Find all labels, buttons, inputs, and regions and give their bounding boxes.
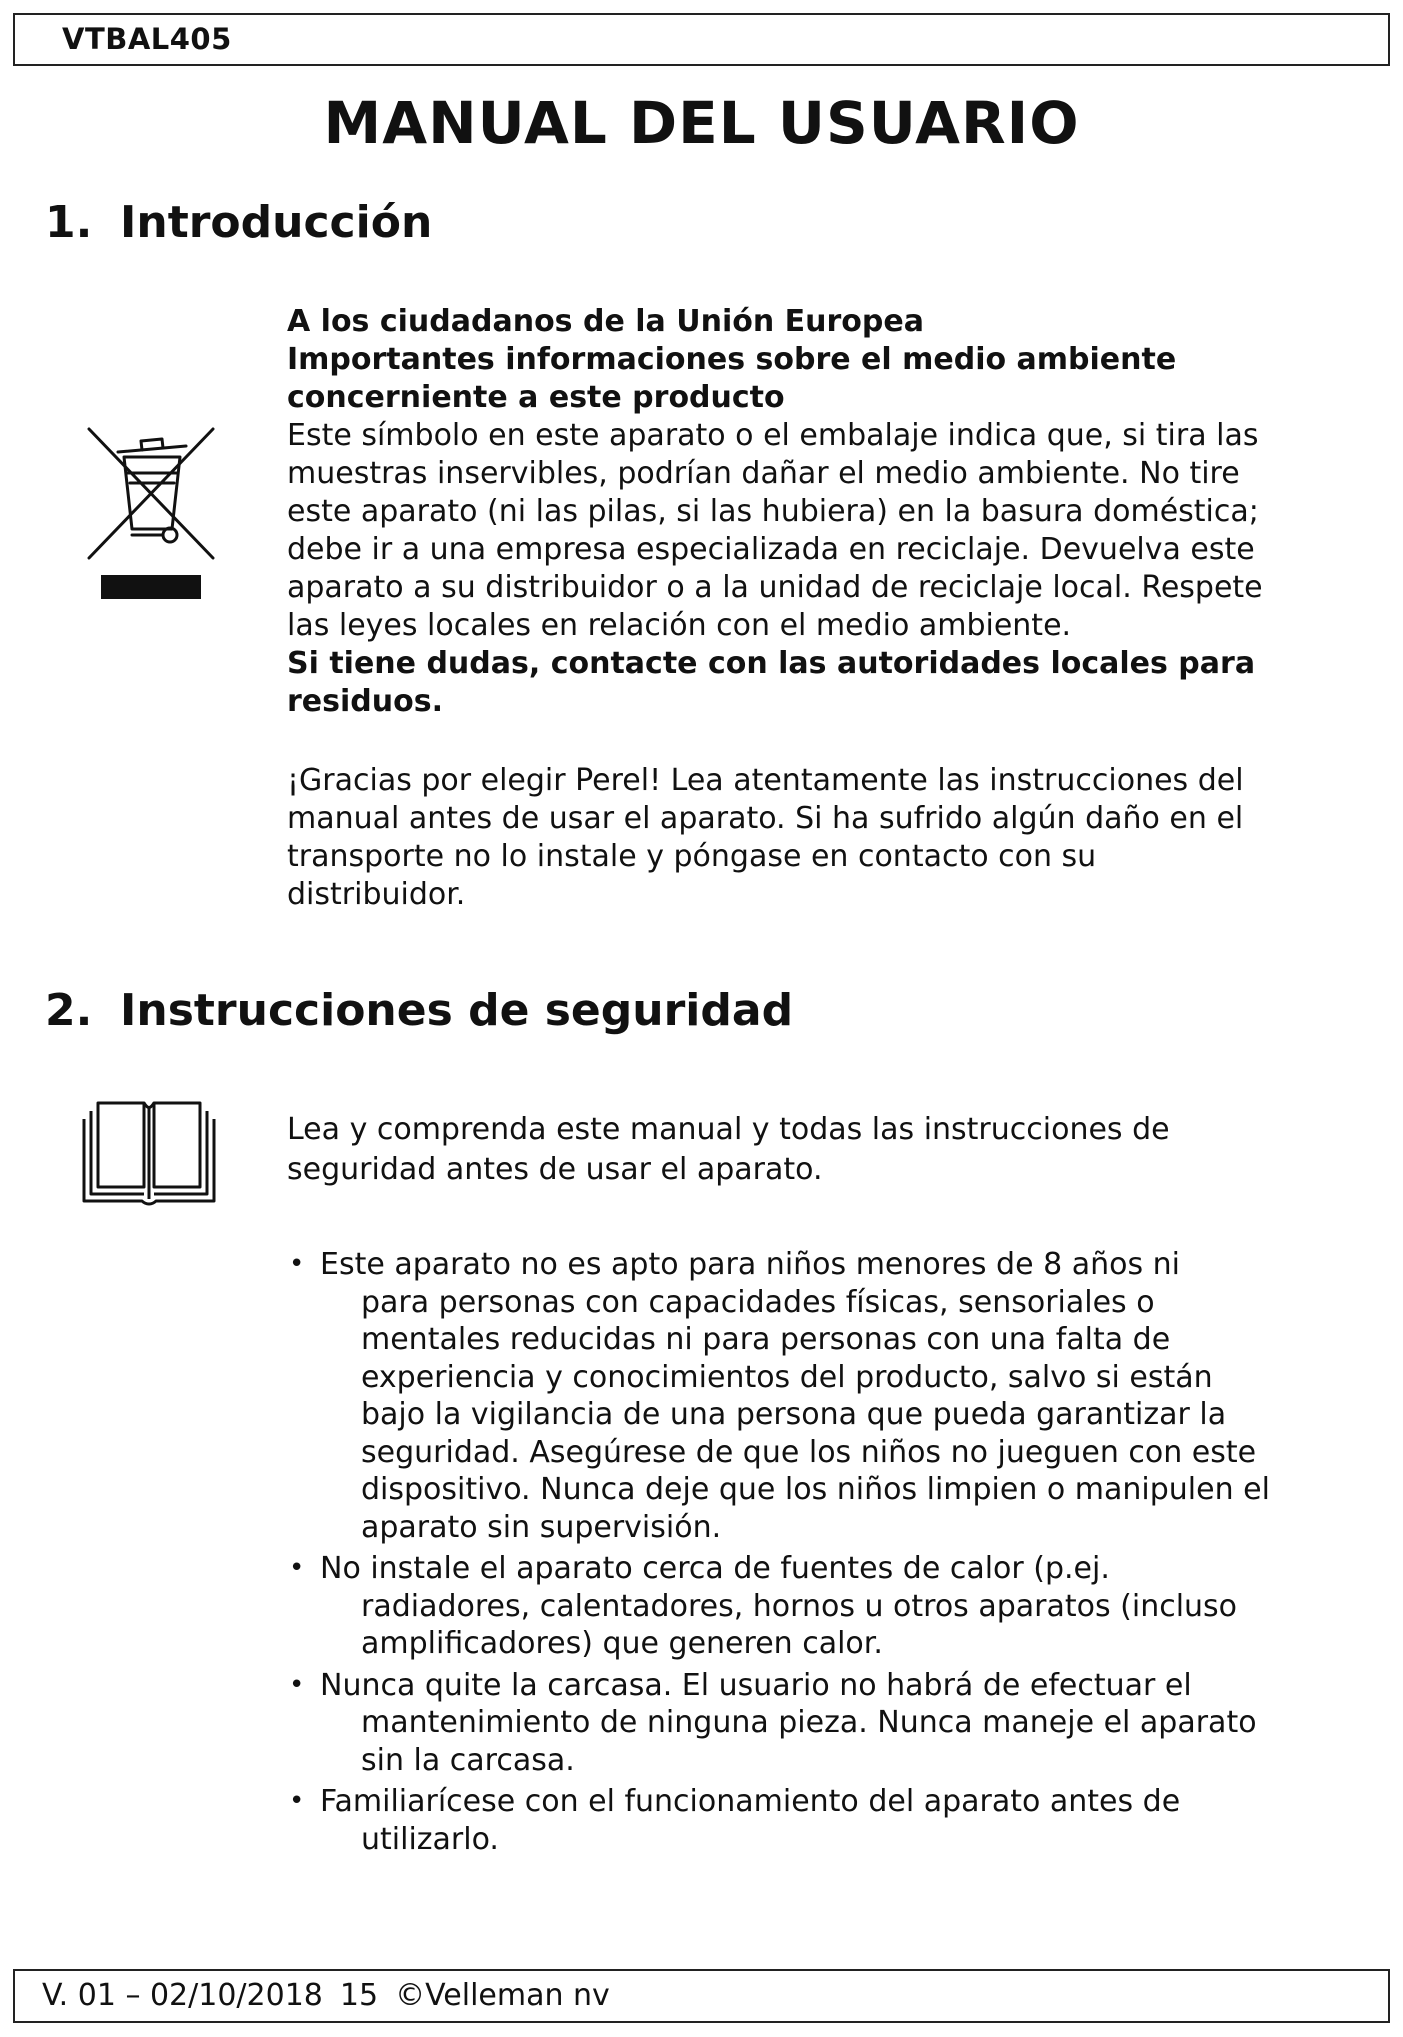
bullet-line: mentales reducidas ni para personas con una falta de xyxy=(361,1322,1171,1357)
section-title: Introducción xyxy=(120,197,433,248)
eu-notice-body-line: aparato a su distribuidor o a la unidad de reciclaje local. Respete xyxy=(287,570,1263,605)
eu-notice-body-line: este aparato (ni las pilas, si las hubiera) en la basura doméstica; xyxy=(287,494,1259,529)
thanks-line: manual antes de usar el aparato. Si ha sufrido algún daño en el xyxy=(287,801,1244,836)
eu-notice-title-line: A los ciudadanos de la Unión Europea xyxy=(287,304,924,339)
document-title: MANUAL DEL USUARIO xyxy=(323,89,1080,157)
eu-environment-notice xyxy=(287,303,1263,721)
thanks-paragraph xyxy=(287,762,1244,914)
footer-box xyxy=(13,1969,1390,2023)
eu-notice-closing-line: residuos. xyxy=(287,684,443,719)
safety-bullet-children xyxy=(283,1246,1270,1546)
bullet-line: experiencia y conocimientos del producto, salvo si están xyxy=(361,1359,1213,1395)
thanks-line: ¡Gracias por elegir Perel! Lea atentamente las instrucciones del xyxy=(287,763,1244,798)
bullet-line: mantenimiento de ninguna pieza. Nunca maneje el aparato xyxy=(361,1705,1257,1740)
book-icon xyxy=(78,1099,220,1211)
bullet-line: bajo la vigilancia de una persona que pueda garantizar la xyxy=(361,1397,1227,1432)
bullet-line: • Nunca quite la carcasa. El usuario no habrá de efectuar el xyxy=(320,1667,1192,1703)
eu-notice-title-line: concerniente a este producto xyxy=(287,380,785,415)
safety-bullet-heat-sources xyxy=(283,1550,1270,1663)
eu-notice-body-line: Este símbolo en este aparato o el embalaje indica que, si tira las xyxy=(287,418,1259,453)
eu-notice-body-line: las leyes locales en relación con el medio ambiente. xyxy=(287,608,1072,643)
footer-version: V. 01 – 02/10/2018 xyxy=(42,1978,323,2013)
bullet-line: para personas con capacidades físicas, sensoriales o xyxy=(361,1284,1155,1320)
section-number: 2. xyxy=(45,985,93,1036)
thanks-line: transporte no lo instale y póngase en contacto con su xyxy=(287,839,1097,874)
footer-copyright: ©Velleman nv xyxy=(395,1978,610,2013)
bullet-line: radiadores, calentadores, hornos u otros aparatos (incluso xyxy=(361,1588,1238,1624)
eu-notice-closing-line: Si tiene dudas, contacte con las autoridades locales para xyxy=(287,646,1256,681)
crossed-out-wheelie-bin-icon xyxy=(86,425,216,607)
footer-text xyxy=(42,1971,610,2021)
footer-page-number: 15 xyxy=(339,1978,379,2013)
read-note-line: Lea y comprenda este manual y todas las instrucciones de xyxy=(287,1112,1170,1147)
model-number: VTBAL405 xyxy=(62,22,232,56)
bullet-line: • No instale el aparato cerca de fuentes de calor (p.ej. xyxy=(320,1551,1110,1586)
safety-bullet-housing xyxy=(283,1667,1270,1780)
bullet-line: dispositivo. Nunca deje que los niños limpien o manipulen el xyxy=(361,1472,1270,1507)
section-heading-safety xyxy=(45,983,793,1039)
header-box xyxy=(13,13,1390,66)
thanks-line: distribuidor. xyxy=(287,877,466,912)
bullet-line: amplificadores) que generen calor. xyxy=(361,1626,883,1661)
section-number: 1. xyxy=(45,197,93,248)
eu-notice-body-line: muestras inservibles, podrían dañar el medio ambiente. No tire xyxy=(287,456,1240,491)
bullet-line: • Este aparato no es apto para niños menores de 8 años ni xyxy=(320,1247,1180,1282)
bullet-line: sin la carcasa. xyxy=(361,1742,575,1778)
eu-notice-body-line: debe ir a una empresa especializada en reciclaje. Devuelva este xyxy=(287,532,1255,567)
bullet-line: • Familiarícese con el funcionamiento del aparato antes de xyxy=(320,1784,1181,1819)
safety-bullet-familiarize xyxy=(283,1783,1270,1858)
read-note-line: seguridad antes de usar el aparato. xyxy=(287,1152,823,1187)
section-heading-introduction xyxy=(45,195,432,251)
bullet-line: seguridad. Asegúrese de que los niños no jueguen con este xyxy=(361,1434,1257,1470)
bullet-line: utilizarlo. xyxy=(361,1821,499,1857)
section-title: Instrucciones de seguridad xyxy=(120,985,794,1036)
read-manual-note xyxy=(287,1110,1170,1190)
safety-bullet-list xyxy=(283,1246,1270,1858)
eu-notice-title-line: Importantes informaciones sobre el medio ambiente xyxy=(287,342,1177,377)
bullet-line: aparato sin supervisión. xyxy=(361,1509,722,1545)
